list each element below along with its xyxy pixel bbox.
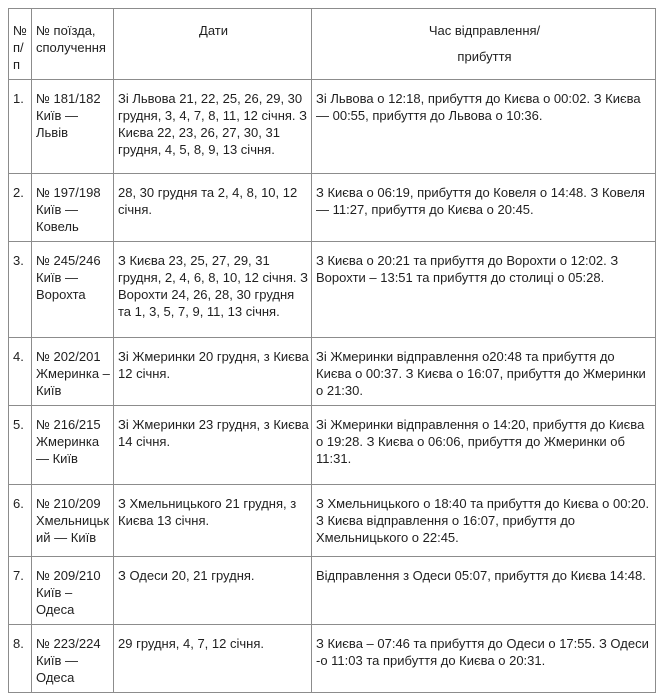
times-cell: З Києва о 06:19, прибуття до Ковеля о 14:48. З Ковеля — 11:27, прибуття до Києва о 20:45. <box>312 174 656 242</box>
train-route: Київ – Одеса <box>36 585 75 617</box>
train-route: Хмельницький — Київ <box>36 513 110 545</box>
train-number: № 216/215 <box>36 417 101 432</box>
times-cell: З Хмельницького о 18:40 та прибуття до Києва о 00:20. З Києва відправлення о 16:07, прибуття до Хмельницького о 22:45. <box>312 485 656 557</box>
row-number-cell: 4. <box>9 338 32 406</box>
train-cell <box>32 557 114 625</box>
row-number-cell: 1. <box>9 80 32 174</box>
train-cell <box>32 242 114 338</box>
table-row <box>9 485 656 557</box>
times-cell: З Києва о 20:21 та прибуття до Ворохти о 12:02. З Ворохти – 13:51 та прибуття до столиці о 05:28. <box>312 242 656 338</box>
header-train: № поїзда, сполучення <box>32 9 114 80</box>
times-cell: Зі Жмеринки відправлення о 14:20, прибуття до Києва о 19:28. З Києва о 06:06, прибуття до Жмеринки об 11:31. <box>312 406 656 485</box>
table-row <box>9 557 656 625</box>
train-cell <box>32 406 114 485</box>
times-cell: Зі Львова о 12:18, прибуття до Києва о 00:02. З Києва — 00:55, прибуття до Львова о 10:36. <box>312 80 656 174</box>
dates-cell: З Києва 23, 25, 27, 29, 31 грудня, 2, 4, 6, 8, 10, 12 січня. З Ворохти 24, 26, 28, 30 грудня та 1, 3, 5, 7, 9, 11, 13 січня. <box>114 242 312 338</box>
header-times <box>312 9 656 80</box>
dates-cell: Зі Жмеринки 23 грудня, з Києва 14 січня. <box>114 406 312 485</box>
train-number: № 210/209 <box>36 496 101 511</box>
header-times-line1: Час відправлення/ <box>428 23 541 38</box>
table-row <box>9 338 656 406</box>
train-route: Київ — Ковель <box>36 202 79 234</box>
dates-cell: Зі Львова 21, 22, 25, 26, 29, 30 грудня, 3, 4, 7, 8, 11, 12 січня. З Києва 22, 23, 26, 27, 30, 31 грудня, 4, 5, 8, 9, 13 січня. <box>114 80 312 174</box>
train-cell <box>32 80 114 174</box>
train-number: № 223/224 <box>36 636 101 651</box>
train-cell <box>32 174 114 242</box>
train-route: Київ — Одеса <box>36 653 78 685</box>
table-row <box>9 80 656 174</box>
table-header-row <box>9 9 656 80</box>
train-number: № 202/201 <box>36 349 101 364</box>
row-number-cell: 3. <box>9 242 32 338</box>
table-row <box>9 242 656 338</box>
header-dates: Дати <box>114 9 312 80</box>
times-cell: Зі Жмеринки відправлення о20:48 та прибуття до Києва о 00:37. З Києва о 16:07, прибуття до Жмеринки о 21:30. <box>312 338 656 406</box>
header-row-number: № п/п <box>9 9 32 80</box>
table-row <box>9 625 656 693</box>
train-route: Жмеринка — Київ <box>36 434 100 466</box>
row-number-cell: 8. <box>9 625 32 693</box>
table-row <box>9 174 656 242</box>
train-route: Жмеринка – Київ <box>36 366 110 398</box>
row-number-cell: 2. <box>9 174 32 242</box>
train-number: № 197/198 <box>36 185 101 200</box>
times-cell: З Києва – 07:46 та прибуття до Одеси о 17:55. З Одеси -о 11:03 та прибуття до Києва о 20:31. <box>312 625 656 693</box>
times-cell: Відправлення з Одеси 05:07, прибуття до Києва 14:48. <box>312 557 656 625</box>
train-route: Київ — Львів <box>36 108 78 140</box>
train-number: № 209/210 <box>36 568 101 583</box>
row-number-cell: 5. <box>9 406 32 485</box>
dates-cell: Зі Жмеринки 20 грудня, з Києва 12 січня. <box>114 338 312 406</box>
dates-cell: З Одеси 20, 21 грудня. <box>114 557 312 625</box>
dates-cell: З Хмельницького 21 грудня, з Києва 13 січня. <box>114 485 312 557</box>
train-number: № 181/182 <box>36 91 101 106</box>
train-schedule-table <box>8 8 656 693</box>
table-row <box>9 406 656 485</box>
dates-cell: 29 грудня, 4, 7, 12 січня. <box>114 625 312 693</box>
train-cell <box>32 338 114 406</box>
dates-cell: 28, 30 грудня та 2, 4, 8, 10, 12 січня. <box>114 174 312 242</box>
header-times-line2: прибуття <box>457 49 512 64</box>
train-route: Київ — Ворохта <box>36 270 86 302</box>
row-number-cell: 7. <box>9 557 32 625</box>
row-number-cell: 6. <box>9 485 32 557</box>
train-cell <box>32 485 114 557</box>
train-cell <box>32 625 114 693</box>
train-number: № 245/246 <box>36 253 101 268</box>
